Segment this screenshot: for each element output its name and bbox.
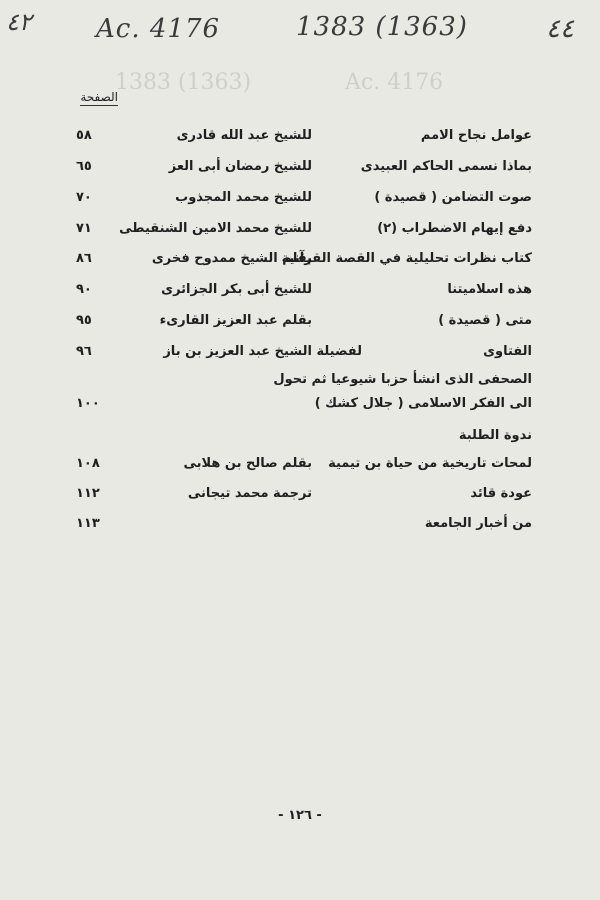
toc-entry	[70, 221, 532, 245]
bleed-through-ref: Ac. 4176	[345, 70, 444, 95]
toc-entry-author: للشيخ محمد المجذوب	[175, 190, 312, 205]
toc-entry-title: عوامل نجاح الامم	[420, 128, 532, 143]
toc-entry-title: بماذا نسمى الحاكم العبيدى	[360, 159, 532, 174]
toc-entry-page: ٩٠	[76, 282, 92, 297]
accession-number: Ac. 4176	[96, 14, 221, 44]
toc-entry-title: الفتاوى	[483, 344, 532, 359]
toc-entry-author: ترجمة محمد تيجانى	[187, 486, 312, 501]
toc-entry-author: لفضيلة الشيخ عبد العزيز بن باز	[163, 344, 362, 359]
toc-entry	[70, 128, 532, 152]
margin-note-left: ٤٢	[6, 8, 32, 36]
toc-entry-page: ٧١	[76, 221, 92, 236]
toc-entry-title: كتاب نظرات تحليلية في القصة القرآنية	[281, 251, 532, 266]
toc-entry	[70, 516, 532, 540]
toc-entry-title: صوت التضامن ( قصيدة )	[374, 190, 532, 205]
toc-entry-page: ٨٦	[76, 251, 92, 266]
toc-entry	[70, 282, 532, 306]
toc-entry-author: للشيخ محمد الامين الشنقيطى	[119, 221, 312, 236]
toc-entry-page: ٩٦	[76, 344, 92, 359]
toc-entry-page: ٧٠	[76, 190, 92, 205]
toc-entry	[70, 428, 532, 452]
toc-entry-title: الصحفى الذى انشأ حزبا شيوعيا ثم تحول	[273, 372, 532, 387]
toc-entry-title: الى الفكر الاسلامى ( جلال كشك )	[314, 396, 532, 411]
toc-entry-page: ٦٥	[76, 159, 92, 174]
toc-entry	[70, 313, 532, 337]
toc-entry-page: ١٠٠	[76, 396, 100, 411]
toc-entry-page: ٩٥	[76, 313, 92, 328]
toc-entry-title: دفع إيهام الاضطراب (٢)	[377, 221, 532, 236]
page-column-header: الصفحة	[80, 90, 118, 104]
toc-entry	[70, 372, 532, 396]
toc-entry-title: هذه اسلاميتنا	[447, 282, 532, 297]
toc-entry-page: ١١٢	[76, 486, 100, 501]
margin-note-right: ٤٤	[546, 14, 574, 44]
toc-entry	[70, 456, 532, 480]
toc-entry-page: ١٠٨	[76, 456, 100, 471]
toc-entry-author: للشيخ أبى بكر الجزائرى	[161, 282, 312, 297]
toc-entry-author: بقلم الشيخ ممدوح فخرى	[151, 251, 312, 266]
toc-entry	[70, 396, 532, 420]
toc-entry	[70, 251, 532, 275]
toc-entry-author: للشيخ عبد الله قادرى	[176, 128, 312, 143]
toc-entry-title: ندوة الطلبة	[458, 428, 532, 443]
page-number: - ١٢٦ -	[278, 808, 322, 823]
toc-entry	[70, 344, 532, 368]
toc-entry	[70, 486, 532, 510]
toc-entry	[70, 190, 532, 214]
toc-entry-title: عودة قائد	[470, 486, 532, 501]
toc-entry-page: ١١٣	[76, 516, 100, 531]
toc-entry-title: متى ( قصيدة )	[438, 313, 532, 328]
toc-entry-author: بقلم عبد العزيز القارىء	[159, 313, 312, 328]
toc-entry-title: لمحات تاريخية من حياة بن تيمية	[328, 456, 532, 471]
toc-entry-author: بقلم صالح بن هلابى	[183, 456, 312, 471]
toc-entry-author: للشيخ رمضان أبى العز	[168, 159, 312, 174]
bleed-through-date: 1383 (1363)	[115, 70, 252, 95]
toc-entry-title: من أخبار الجامعة	[424, 516, 532, 531]
toc-entry	[70, 159, 532, 183]
handwritten-date: 1383 (1363)	[296, 12, 468, 42]
toc-entry-page: ٥٨	[76, 128, 92, 143]
